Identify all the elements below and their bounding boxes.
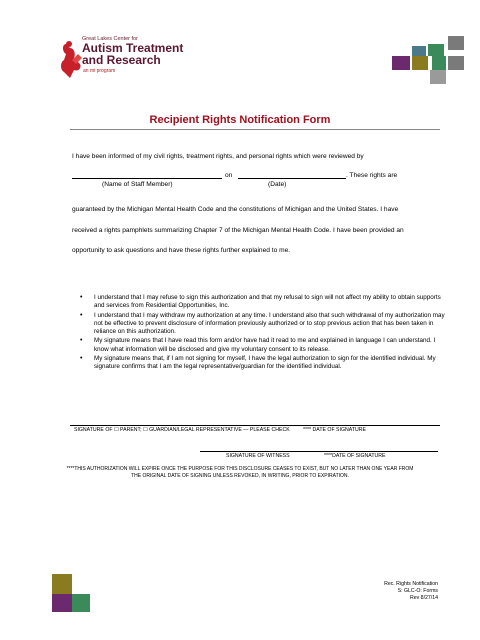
on-label: on bbox=[225, 172, 233, 179]
staff-name-field[interactable] bbox=[72, 178, 222, 179]
logo-tagline: an mi program bbox=[83, 68, 116, 74]
date-of-signature-label: **** DATE OF SIGNATURE bbox=[303, 427, 366, 433]
footer-block bbox=[384, 581, 438, 602]
logo-title-line1: Autism Treatment bbox=[82, 41, 184, 55]
list-item: • My signature means that I have read this form and/or have had it read to me and explained in language I can understand. I know what information will be disclosed and give my voluntary consent to its release. bbox=[80, 337, 450, 354]
intro-line-1: I have been informed of my civil rights, treatment rights, and personal rights which were reviewed by bbox=[72, 153, 364, 160]
deco-square bbox=[432, 56, 446, 70]
deco-square bbox=[430, 70, 446, 84]
deco-square bbox=[412, 56, 428, 70]
deco-square bbox=[428, 44, 444, 56]
expiration-note-line-2: THE ORIGINAL DATE OF SIGNING UNLESS REVOKED, IN WRITING, PRIOR TO EXPIRATION. bbox=[131, 473, 349, 479]
deco-square bbox=[412, 46, 426, 56]
witness-date-label: ****DATE OF SIGNATURE bbox=[324, 453, 386, 459]
organization-logo bbox=[60, 36, 200, 92]
parent-signature-line[interactable] bbox=[70, 425, 440, 426]
logo-subtitle: Great Lakes Center for bbox=[82, 36, 138, 42]
date-caption: (Date) bbox=[268, 181, 287, 188]
deco-square bbox=[72, 594, 90, 612]
deco-square bbox=[392, 56, 410, 70]
deco-square bbox=[448, 36, 464, 50]
deco-square bbox=[52, 574, 72, 594]
deco-square bbox=[448, 56, 464, 70]
list-item: • My signature means that, if I am not signing for myself, I have the legal authorization to sign for the identified individual. My signature confirms that I am the legal representative/guardian for the identified individual. bbox=[80, 355, 450, 372]
deco-square bbox=[52, 594, 72, 612]
intro-line-3: received a rights pamphlets summarizing Chapter 7 of the Michigan Mental Health Code. I have been provided an bbox=[72, 227, 404, 234]
form-title: Recipient Rights Notification Form bbox=[149, 114, 331, 126]
rights-are-label: . These rights are bbox=[346, 172, 398, 179]
footer-revision: Rev 8/27/14 bbox=[410, 595, 438, 601]
expiration-note-line-1: ****THIS AUTHORIZATION WILL EXPIRE ONCE THE PURPOSE FOR THIS DISCLOSURE CEASES TO EXIST, BUT NO LATER THAN ONE YEAR FROM bbox=[66, 466, 414, 472]
footer-location: S: GLC-O: Forms bbox=[397, 588, 438, 594]
list-item: • I understand that I may refuse to sign this authorization and that my refusal to sign will not affect my ability to obtain supports and services from Residential Opportunities, Inc. bbox=[80, 294, 450, 311]
intro-line-4: opportunity to ask questions and have these rights further explained to me. bbox=[72, 247, 291, 254]
footer-form-name: Rec. Rights Notification bbox=[384, 581, 438, 587]
witness-signature-line[interactable] bbox=[200, 451, 438, 452]
list-item: • I understand that I may withdraw my authorization at any time. I understand also that such withdrawal of my authorization may not be effective to prevent disclosure of information previously authorized or to stop previous action that has been taken in reliance on this authorization. bbox=[80, 312, 450, 337]
logo-title-line2: and Research bbox=[82, 53, 161, 67]
title-divider bbox=[70, 129, 440, 130]
acknowledgement-list bbox=[80, 294, 450, 373]
date-field[interactable] bbox=[238, 178, 346, 179]
staff-name-caption: (Name of Staff Member) bbox=[102, 181, 173, 188]
witness-signature-label: SIGNATURE OF WITNESS bbox=[226, 453, 290, 459]
parent-signature-label: SIGNATURE OF ☐ PARENT; ☐ GUARDIAN/LEGAL REPRESENTATIVE — PLEASE CHECK bbox=[74, 427, 290, 433]
intro-line-2: guaranteed by the Michigan Mental Health Code and the constitutions of Michigan and the United States. I have bbox=[72, 206, 399, 213]
